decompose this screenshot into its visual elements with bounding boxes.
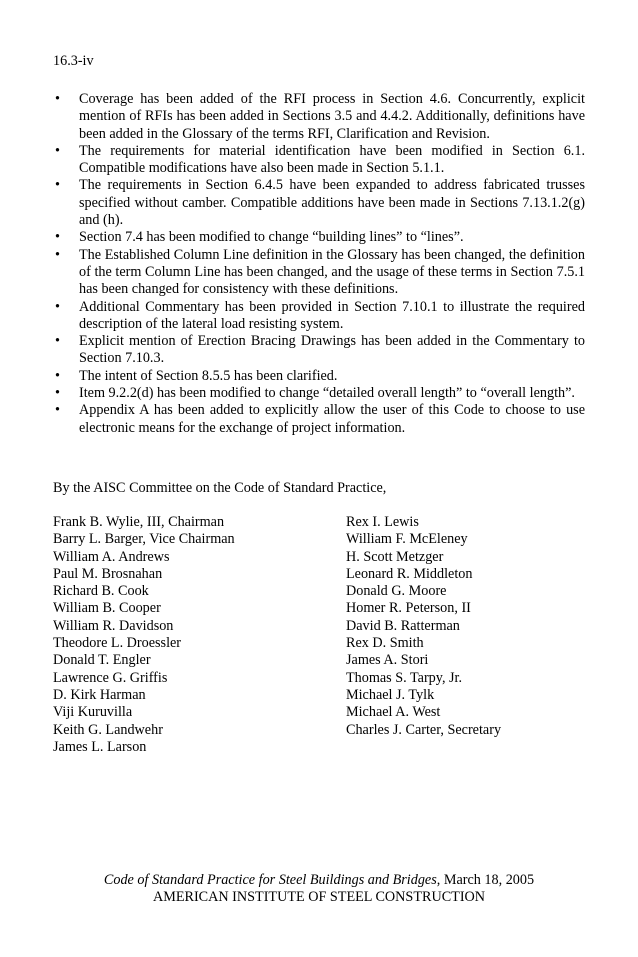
footer-citation bbox=[0, 872, 638, 889]
committee-member: Homer R. Peterson, II bbox=[346, 600, 471, 617]
committee-member: William A. Andrews bbox=[53, 548, 170, 565]
committee-member: Richard B. Cook bbox=[53, 583, 149, 600]
list-item: • The requirements for material identification have been modified in Section 6.1. Compatible modifications have also been made in Section 5.1.1. bbox=[53, 143, 585, 178]
footer-book-title: Code of Standard Practice for Steel Buildings and Bridges bbox=[103, 872, 437, 888]
committee-member: William F. McEleney bbox=[346, 531, 468, 548]
committee-member: Michael J. Tylk bbox=[346, 686, 435, 703]
footer-date: , March 18, 2005 bbox=[436, 872, 535, 888]
committee-member: Donald G. Moore bbox=[346, 583, 447, 600]
committee-member: Paul M. Brosnahan bbox=[53, 565, 163, 582]
footer-publisher: AMERICAN INSTITUTE OF STEEL CONSTRUCTION bbox=[152, 889, 486, 906]
committee-member: Rex D. Smith bbox=[346, 635, 424, 652]
committee-member: David B. Ratterman bbox=[346, 617, 460, 634]
committee-member: James L. Larson bbox=[53, 738, 147, 755]
list-item: • Section 7.4 has been modified to change “building lines” to “lines”. bbox=[53, 229, 585, 246]
committee-member: William B. Cooper bbox=[53, 600, 161, 617]
list-item: • The Established Column Line definition in the Glossary has been changed, the definition of the term Column Line has been changed, and the usage of these terms in Section 7.5.1 has been changed for consistency with these definitions. bbox=[53, 247, 585, 299]
list-item: • The requirements in Section 6.4.5 have been expanded to address fabricated trusses specified without camber. Compatible additions have been made in Sections 7.13.1.2(g) and (h). bbox=[53, 177, 585, 229]
committee-member: Lawrence G. Griffis bbox=[53, 669, 168, 686]
committee-member: Leonard R. Middleton bbox=[346, 565, 473, 582]
committee-member: Thomas S. Tarpy, Jr. bbox=[346, 669, 463, 686]
changes-list bbox=[53, 91, 585, 437]
committee-members-left bbox=[53, 514, 235, 756]
committee-member: Michael A. West bbox=[346, 704, 441, 721]
page-footer bbox=[0, 872, 638, 907]
list-item: • Appendix A has been added to explicitly allow the user of this Code to choose to use electronic means for the exchange of project information. bbox=[53, 402, 585, 437]
page-number: 16.3-iv bbox=[53, 53, 94, 69]
committee-member: Rex I. Lewis bbox=[346, 514, 419, 530]
committee-intro: By the AISC Committee on the Code of Standard Practice, bbox=[53, 480, 387, 496]
committee-member: Barry L. Barger, Vice Chairman bbox=[53, 531, 235, 548]
committee-member: Charles J. Carter, Secretary bbox=[346, 721, 502, 738]
committee-member: D. Kirk Harman bbox=[53, 686, 146, 703]
committee-member: Donald T. Engler bbox=[53, 652, 151, 669]
committee-member: Viji Kuruvilla bbox=[53, 704, 133, 721]
list-item: • Additional Commentary has been provided in Section 7.10.1 to illustrate the required description of the lateral load resisting system. bbox=[53, 299, 585, 334]
committee-member: James A. Stori bbox=[346, 652, 429, 669]
list-item: • The intent of Section 8.5.5 has been clarified. bbox=[53, 368, 585, 385]
committee-member: H. Scott Metzger bbox=[346, 548, 444, 565]
list-item: • Coverage has been added of the RFI process in Section 4.6. Concurrently, explicit mention of RFIs has been added in Sections 3.5 and 4.4.2. Additionally, definitions have been added in the Glossary of the terms RFI, Clarification and Revision. bbox=[53, 91, 585, 143]
committee-member: Keith G. Landwehr bbox=[53, 721, 163, 738]
list-item: • Explicit mention of Erection Bracing Drawings has been added in the Commentary to Section 7.10.3. bbox=[53, 333, 585, 368]
committee-member: Theodore L. Droessler bbox=[53, 635, 182, 652]
committee-member: William R. Davidson bbox=[53, 617, 174, 634]
list-item: • Item 9.2.2(d) has been modified to change “detailed overall length” to “overall length”. bbox=[53, 385, 585, 402]
committee-member: Frank B. Wylie, III, Chairman bbox=[53, 514, 225, 530]
committee-members-right bbox=[346, 514, 501, 739]
